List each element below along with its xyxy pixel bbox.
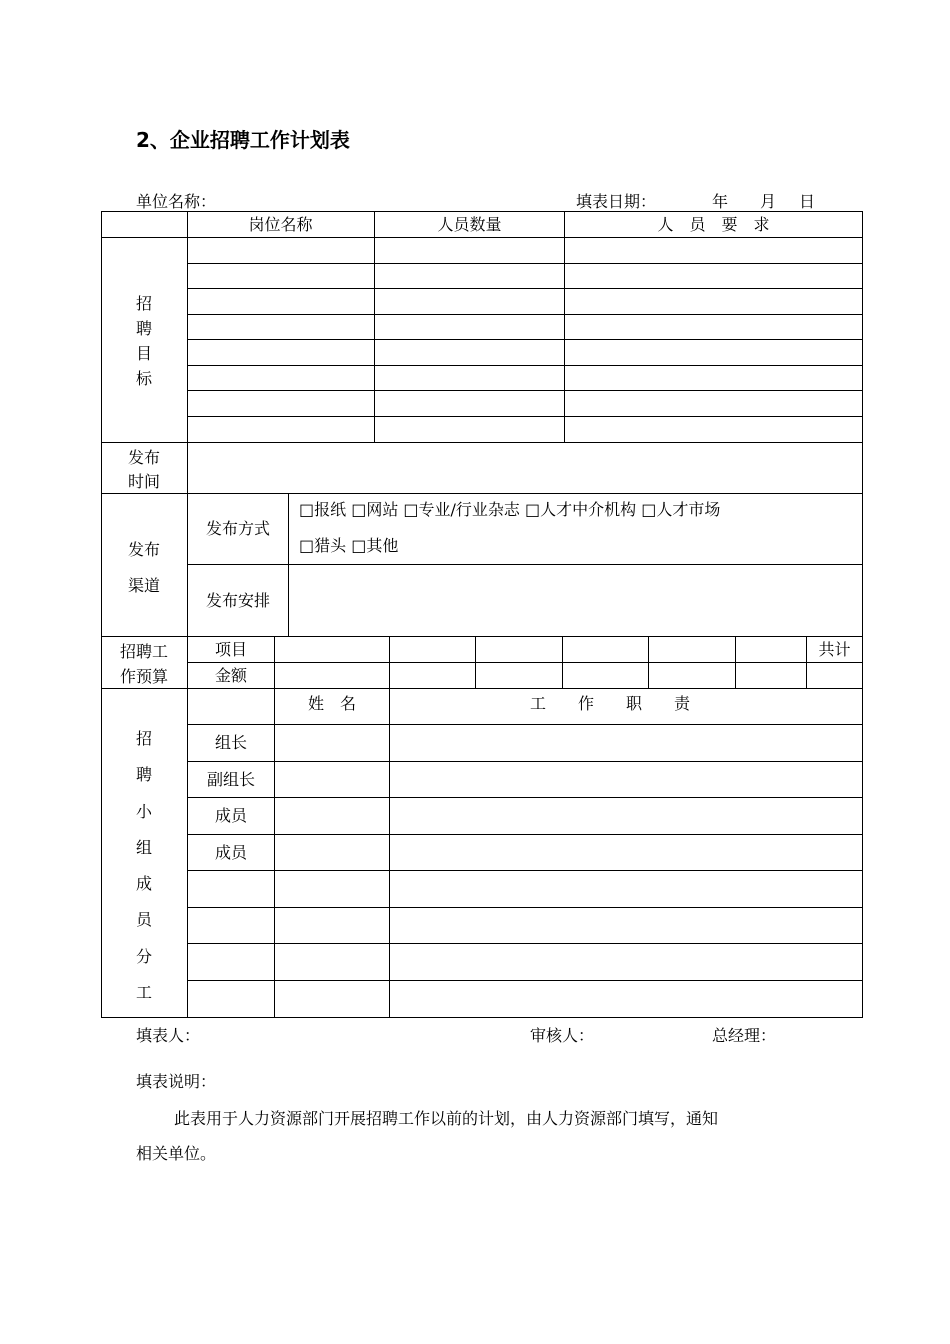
year-label: 年 <box>712 192 729 211</box>
notes-line-2: 相关单位。 <box>136 1144 217 1163</box>
page-title: 2、企业招聘工作计划表 <box>136 128 350 152</box>
reviewer-label: 审核人： <box>530 1026 595 1045</box>
month-label: 月 <box>760 192 777 211</box>
col-header-count: 人员数量 <box>437 214 502 234</box>
team-role-deputy: 副组长 <box>206 769 255 789</box>
filler-label: 填表人： <box>136 1026 201 1045</box>
day-label: 日 <box>799 192 816 211</box>
recruit-target-label: 招 聘 目 标 <box>135 294 152 388</box>
budget-total-label: 共计 <box>818 639 851 659</box>
unit-name-label: 单位名称： <box>136 192 217 211</box>
fill-date-label: 填表日期： <box>576 192 657 211</box>
budget-amount-label: 金额 <box>214 665 247 685</box>
publish-method-label: 发布方式 <box>205 519 270 538</box>
publish-plan-label: 发布安排 <box>205 590 270 610</box>
team-division-label: 招 聘 小 组 成 员 分 工 <box>135 729 152 1003</box>
team-role-member: 成员 <box>214 806 247 825</box>
team-duty-header: 工 作 职 责 <box>530 694 691 713</box>
budget-item-label: 项目 <box>214 639 247 659</box>
team-name-header: 姓 名 <box>307 694 356 713</box>
publish-time-label: 发布 时间 <box>127 448 160 491</box>
manager-label: 总经理： <box>712 1026 777 1045</box>
team-role-member: 成员 <box>214 842 247 862</box>
team-role-leader: 组长 <box>214 733 247 752</box>
col-header-position: 岗位名称 <box>248 214 313 234</box>
notes-heading: 填表说明： <box>136 1072 217 1091</box>
col-header-requirements: 人 员 要 求 <box>657 214 770 234</box>
publish-method-options-line1: □报纸 □网站 □专业/行业杂志 □人才中介机构 □人才市场 <box>299 500 721 519</box>
publish-channel-label: 发布 渠道 <box>127 540 160 595</box>
publish-method-options-line2: □猎头 □其他 <box>299 536 399 555</box>
notes-line-1: 此表用于人力资源部门开展招聘工作以前的计划，由人力资源部门填写，通知 <box>174 1109 719 1128</box>
budget-label: 招聘工 作预算 <box>119 642 168 686</box>
